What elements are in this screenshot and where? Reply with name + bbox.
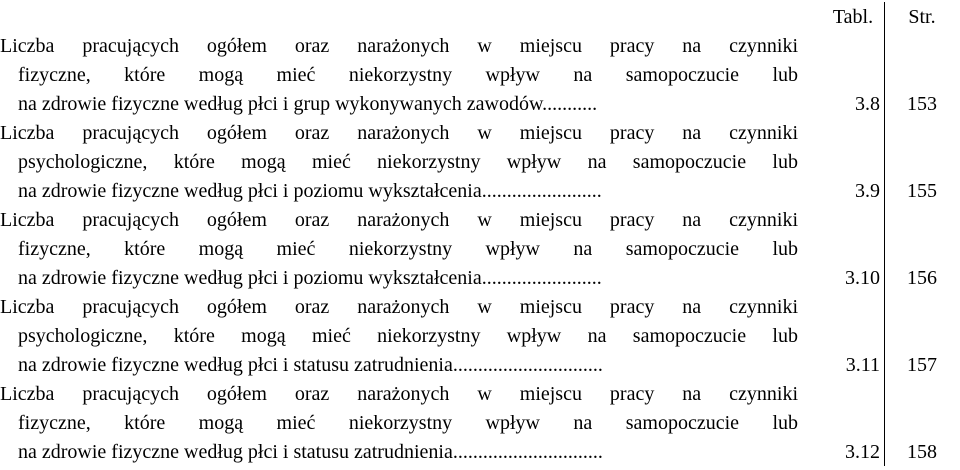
page-number-header: Str. [908,6,936,28]
entry-line-1: Liczba pracujących ogółem oraz narażonych w miejscu pracy na czynniki [0,122,798,144]
page-number: 157 [907,354,937,376]
entry-line-3 [18,90,597,118]
column-header [0,4,960,32]
table-number: 3.8 [855,93,880,115]
entry-line-1: Liczba pracujących ogółem oraz narażonych w miejscu pracy na czynniki [0,383,798,405]
table-number: 3.12 [845,441,880,463]
dot-leader: ........... [542,93,598,115]
entry-line-3 [18,177,602,205]
table-number: 3.11 [845,354,880,376]
entry-line-2: fizyczne, które mogą mieć niekorzystny wpływ na samopoczucie lub [18,412,798,434]
dot-leader: ........................ [481,180,602,202]
entry-line-2: psychologiczne, które mogą mieć niekorzystny wpływ na samopoczucie lub [18,325,798,347]
entry-line-2: psychologiczne, które mogą mieć niekorzystny wpływ na samopoczucie lub [18,151,798,173]
entry-line-2: fizyczne, które mogą mieć niekorzystny wpływ na samopoczucie lub [18,64,798,86]
entry-line-3 [18,264,602,292]
entry-line-3 [18,438,603,466]
table-number-header: Tabl. [832,6,874,28]
entry-line-1: Liczba pracujących ogółem oraz narażonych w miejscu pracy na czynniki [0,209,798,231]
table-number: 3.10 [845,267,880,289]
entry-line-1: Liczba pracujących ogółem oraz narażonych w miejscu pracy na czynniki [0,296,798,318]
dot-leader: .............................. [452,441,603,463]
entry-line-3 [18,351,603,379]
entry-line-3-text: na zdrowie fizyczne według płci i poziomu wykształcenia [18,180,482,202]
page-number: 155 [907,180,937,202]
entry-line-3-text: na zdrowie fizyczne według płci i poziomu wykształcenia [18,267,482,289]
entry-line-3-text: na zdrowie fizyczne według płci i statusu zatrudnienia [18,354,453,376]
dot-leader: ........................ [481,267,602,289]
page-number: 156 [907,267,937,289]
column-divider [884,2,885,466]
page-number: 158 [907,441,937,463]
entry-line-3-text: na zdrowie fizyczne według płci i grup wykonywanych zawodów [18,93,543,115]
entry-line-3-text: na zdrowie fizyczne według płci i statusu zatrudnienia [18,441,453,463]
entry-line-2: fizyczne, które mogą mieć niekorzystny wpływ na samopoczucie lub [18,238,798,260]
entry-line-1: Liczba pracujących ogółem oraz narażonych w miejscu pracy na czynniki [0,35,798,57]
table-number: 3.9 [855,180,880,202]
page-number: 153 [907,93,937,115]
dot-leader: .............................. [452,354,603,376]
